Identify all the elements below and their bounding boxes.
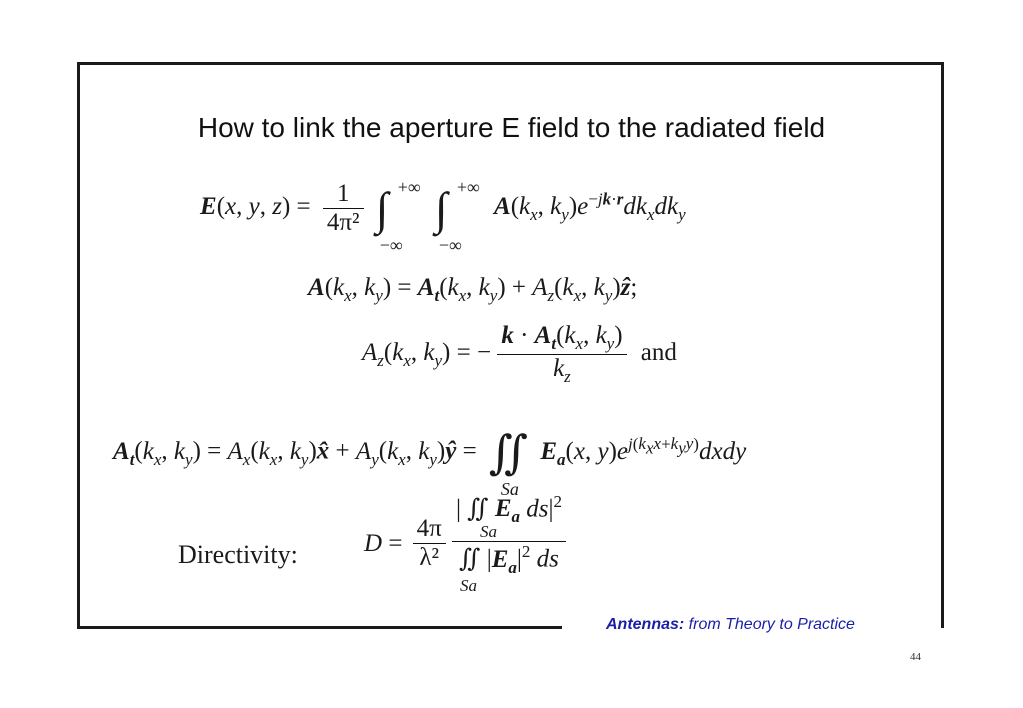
eq1-lhs: E(x, y, z) =: [200, 193, 311, 221]
equation-spectrum-decomposition: $A(k_x$, $k_y) = A_t(k_x$, $k_y) + A_z(k_x$, $k_y)ẑ$;: [308, 274, 638, 305]
eq3-and: and: [640, 339, 677, 367]
eq5-lhs: D =: [364, 529, 403, 557]
eq5-denominator: ∬ $|E_a|^2$ ds Sa: [452, 541, 566, 595]
slide-title: How to link the aperture E field to the radiated field: [197, 112, 826, 143]
eq3-lhs: $A_z(k_x$, $k_y$) = −: [362, 339, 492, 371]
page-number: 44: [910, 651, 921, 663]
footer-italic-text: from Theory to Practice: [684, 616, 855, 633]
footer-bold-text: Antennas:: [606, 616, 685, 633]
eq5-ratio: [452, 492, 566, 596]
equation-az-component: [362, 322, 677, 387]
eq3-denominator: $k_z$: [497, 354, 626, 387]
eq5-numerator: | ∬ $E_a$ $ds|^2$ Sa: [456, 492, 563, 541]
eq5-prefactor: [413, 515, 446, 572]
equation-at-component: [113, 427, 747, 499]
eq3-numerator: $k \cdot A_t(k_x$, $k_y$): [501, 322, 623, 353]
equation-directivity: [364, 492, 566, 596]
footer-book-title: [606, 616, 855, 634]
eq4-lhs: $A_t(k_x$, $k_y) = A_x(k_x$, $k_y)x̂ + A_y(k_x$, $k_y)ŷ$ =: [113, 437, 477, 469]
double-integral-symbol: ∬ Sa: [488, 427, 529, 499]
eq1-numerator: 1: [336, 180, 350, 207]
eq1-fraction: [323, 180, 364, 237]
eq5-prefactor-den: λ²: [413, 543, 446, 572]
directivity-label: Directivity:: [178, 540, 298, 569]
eq5-prefactor-num: 4π: [416, 515, 442, 543]
eq1-denominator: 4π²: [323, 208, 364, 237]
eq3-fraction: [497, 322, 626, 387]
integral-symbol: ∫ +∞ −∞: [375, 176, 421, 255]
equation-radiated-field: [200, 176, 686, 255]
eq4-rhs: $E_a(x$, $y)e^{j(k_xx+k_yy)}dxdy$: [540, 434, 747, 469]
eq1-rhs: $A(k_x$, $k_y)e^{-jk\cdot r}dk_xdk_y$: [494, 189, 686, 225]
integral-symbol: ∫ +∞ −∞: [434, 176, 480, 255]
frame-bottom-line: [77, 626, 562, 629]
